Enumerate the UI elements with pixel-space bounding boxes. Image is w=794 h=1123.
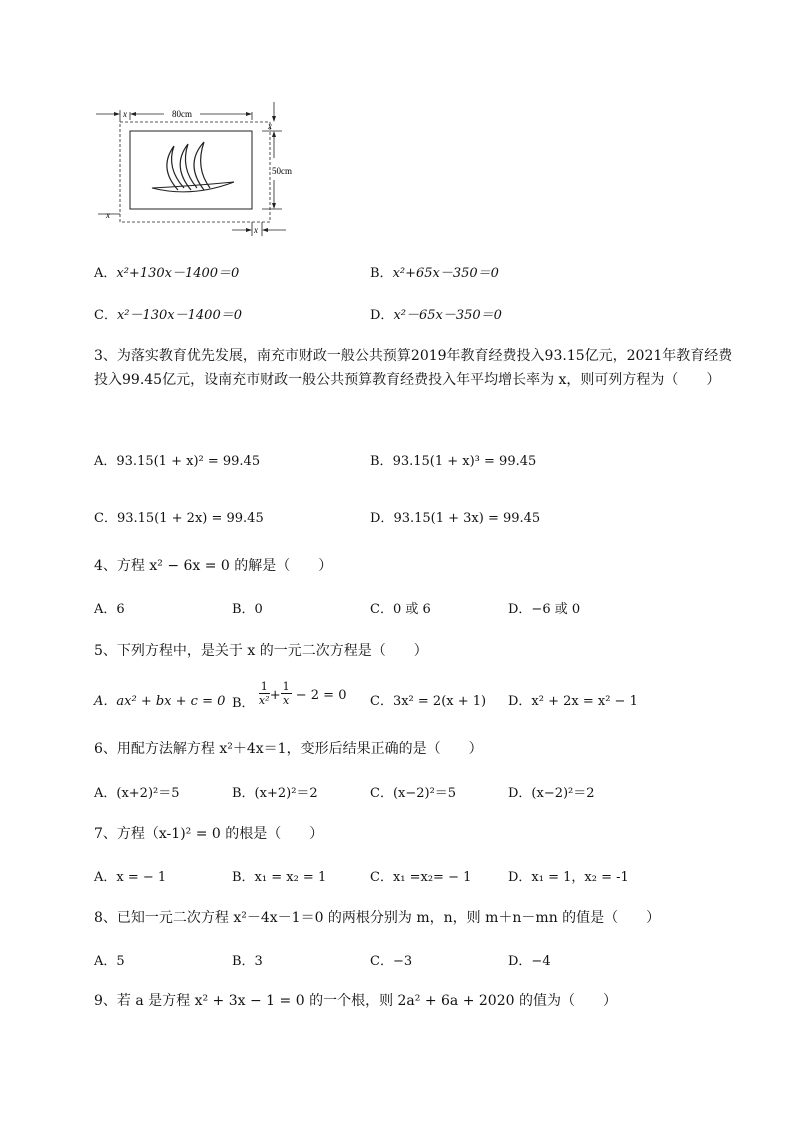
q8-option-d[interactable]: D．−4 [508, 954, 551, 969]
question-9: 9、若 a 是方程 x² + 3x − 1 = 0 的一个根，则 2a² + 6a + 2020 的值为（ ） [94, 993, 617, 1009]
question-8: 8、已知一元二次方程 x²－4x－1＝0 的两根分别为 m，n，则 m＋n－mn 的值是（ ） [94, 910, 661, 926]
svg-text:x: x [106, 210, 110, 220]
fraction-1-over-x-squared: $\frac{1}{\text{x²}}$ [258, 680, 270, 707]
q7-option-c[interactable]: C．x₁ =x₂= − 1 [370, 870, 472, 885]
q8-option-b[interactable]: B．3 [232, 954, 263, 969]
q3-option-b[interactable]: B．93.15(1 + x)³ = 99.45 [370, 454, 537, 469]
question-6: 6、用配方法解方程 x²＋4x＝1，变形后结果正确的是（ ） [94, 741, 483, 757]
q2-option-b[interactable]: B．x²+65x－350＝0 [370, 266, 499, 281]
q7-option-a[interactable]: A．x = − 1 [94, 870, 167, 885]
q6-option-c[interactable]: C．(x−2)²＝5 [370, 786, 457, 801]
q3-option-c[interactable]: C．93.15(1 + 2x) = 99.45 [94, 511, 264, 526]
q7-option-d[interactable]: D．x₁ = 1，x₂ = -1 [508, 870, 629, 885]
fraction-1-over-x: $\frac{1}{x}$ [282, 680, 290, 707]
q5-option-a[interactable]: A．ax² + bx + c = 0 [94, 694, 226, 709]
frame-diagram [92, 98, 302, 240]
q4-option-a[interactable]: A．6 [94, 602, 125, 617]
question-4: 4、方程 x² − 6x = 0 的解是（ ） [94, 558, 333, 574]
q3-option-d[interactable]: D．93.15(1 + 3x) = 99.45 [370, 511, 541, 526]
height-label: 50cm [272, 166, 292, 176]
width-label: 80cm [172, 109, 192, 119]
q8-option-c[interactable]: C．−3 [370, 954, 413, 969]
q8-option-a[interactable]: A．5 [94, 954, 125, 969]
q5-option-d[interactable]: D．x² + 2x = x² − 1 [508, 694, 638, 709]
svg-text:x: x [254, 225, 258, 235]
q4-option-c[interactable]: C．0 或 6 [370, 602, 431, 617]
svg-text:x: x [123, 109, 127, 119]
q7-option-b[interactable]: B．x₁ = x₂ = 1 [232, 870, 327, 885]
question-7: 7、方程（x-1)² = 0 的根是（ ） [94, 826, 324, 842]
q4-option-b[interactable]: B．0 [232, 602, 263, 617]
q4-option-d[interactable]: D．−6 或 0 [508, 602, 581, 617]
question-3: 3、为落实教育优先发展，南充市财政一般公共预算2019年教育经费投入93.15亿元，2021年教育经费投入99.45亿元，设南充市财政一般公共预算教育经费投入年平均增长率为 x，则可列方程为（ ） [94, 348, 733, 388]
q6-option-a[interactable]: A．(x+2)²＝5 [94, 786, 180, 801]
question-5: 5、下列方程中，是关于 x 的一元二次方程是（ ） [94, 643, 428, 659]
q6-option-d[interactable]: D．(x−2)²＝2 [508, 786, 595, 801]
svg-text:x: x [268, 121, 272, 131]
q2-option-d[interactable]: D．x²－65x－350＝0 [370, 308, 502, 323]
q3-option-a[interactable]: A．93.15(1 + x)² = 99.45 [94, 454, 261, 469]
q2-option-a[interactable]: A．x²+130x－1400＝0 [94, 266, 240, 281]
q5-option-b[interactable]: B． $\frac{1}{\text{x²}}$ + $\frac{1}{x}$ − 2 = 0 [232, 680, 347, 711]
q2-option-c[interactable]: C．x²－130x－1400＝0 [94, 308, 242, 323]
q5-option-c[interactable]: C．3x² = 2(x + 1) [370, 694, 487, 709]
q6-option-b[interactable]: B．(x+2)²＝2 [232, 786, 318, 801]
